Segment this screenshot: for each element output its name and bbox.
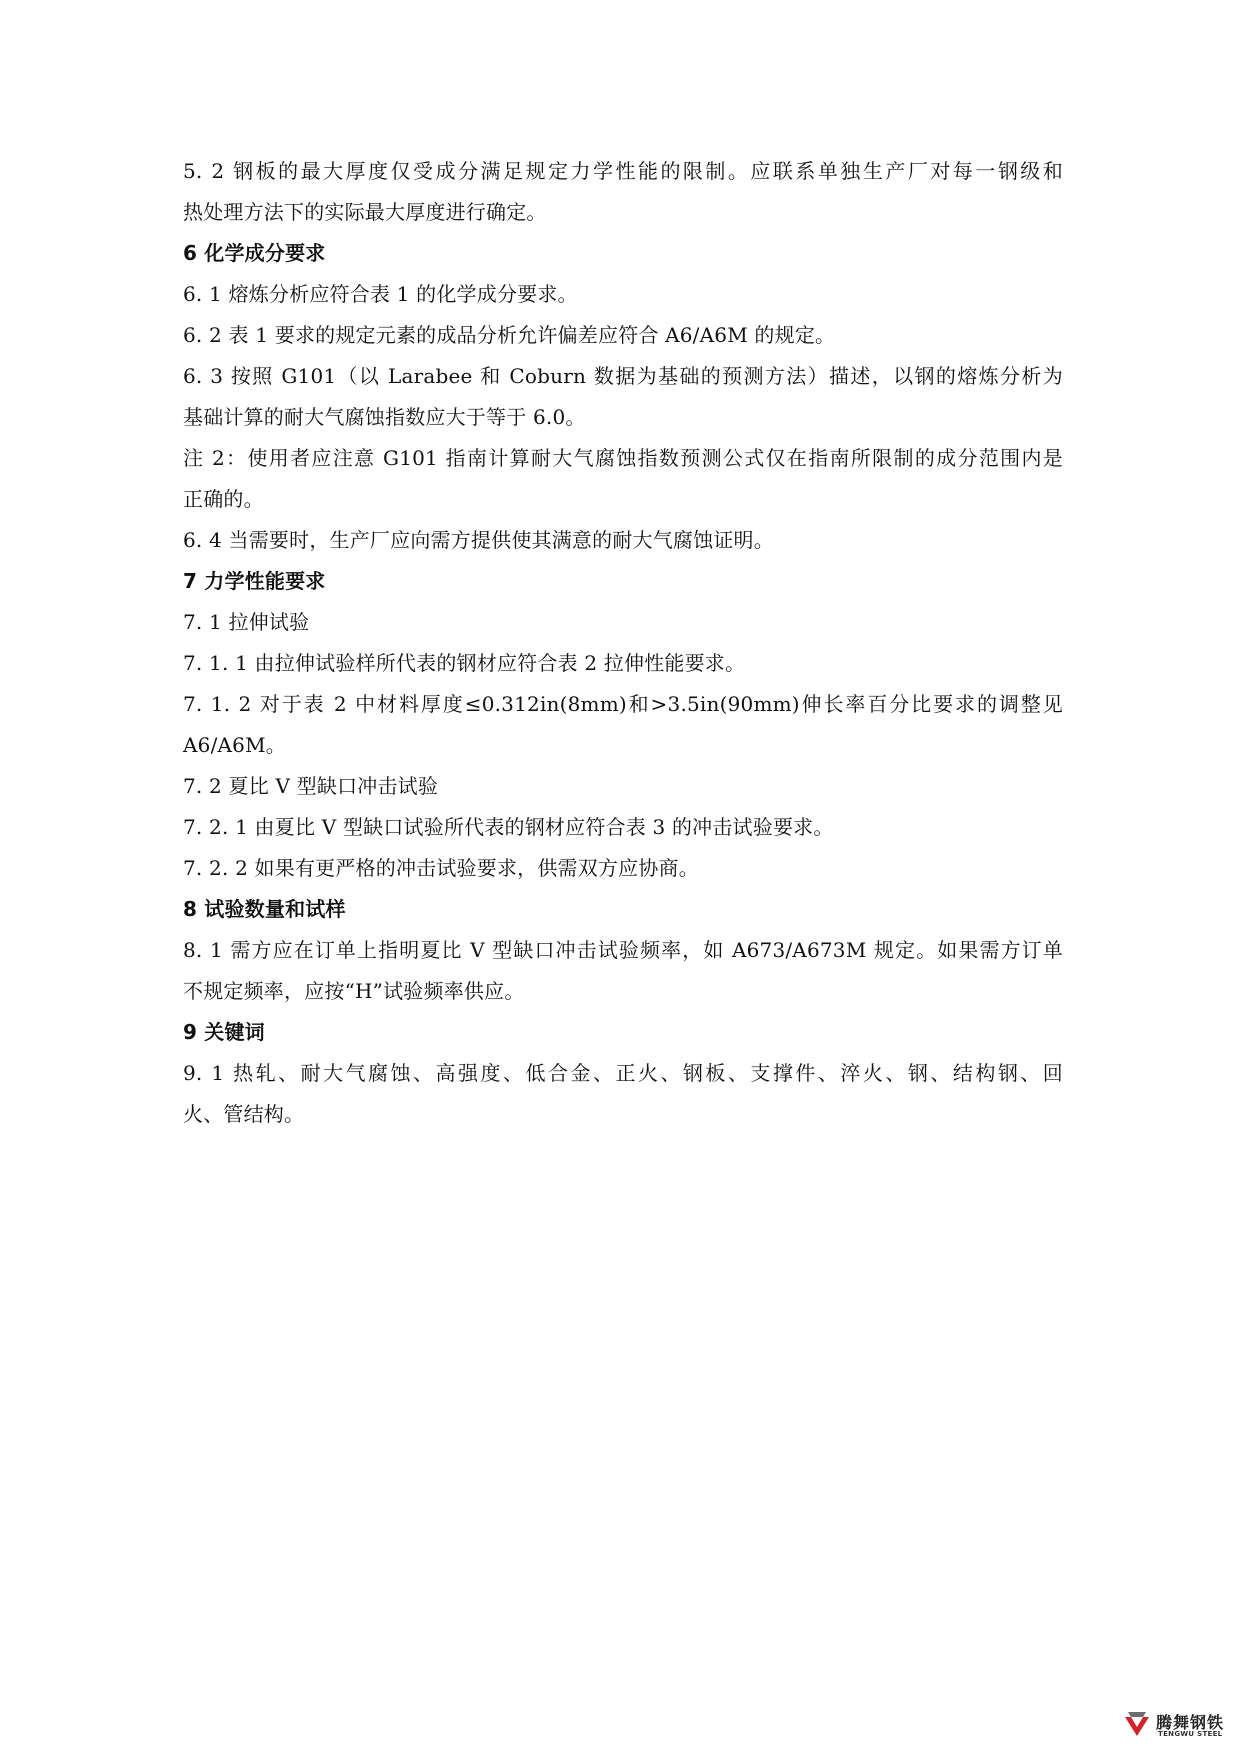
section-7-2-2: 7. 2. 2 如果有更严格的冲击试验要求，供需双方应协商。	[183, 856, 699, 880]
section-9-1-line-2: 火、管结构。	[183, 1102, 305, 1126]
heading-7: 7 力学性能要求	[183, 569, 326, 593]
company-logo	[1122, 1705, 1240, 1745]
section-5-2-line-2: 热处理方法下的实际最大厚度进行确定。	[183, 200, 547, 224]
section-5-2-line-1: 5. 2 钢板的最大厚度仅受成分满足规定力学性能的限制。应联系单独生产厂对每一钢级和	[183, 159, 1063, 183]
section-8-1-line-1: 8. 1 需方应在订单上指明夏比 V 型缺口冲击试验频率，如 A673/A673M 规定。如果需方订单	[183, 938, 1063, 962]
logo-emblem-red-shape	[1125, 1717, 1149, 1736]
note-2-line-2: 正确的。	[183, 487, 264, 511]
logo-name-cn: 腾舞钢铁	[1156, 1713, 1225, 1732]
section-7-1-2-line-2: A6/A6M。	[183, 733, 286, 757]
logo-emblem-icon	[1122, 1709, 1152, 1739]
section-6-2: 6. 2 表 1 要求的规定元素的成品分析允许偏差应符合 A6/A6M 的规定。	[183, 323, 836, 347]
section-7-1-1: 7. 1. 1 由拉伸试验样所代表的钢材应符合表 2 拉伸性能要求。	[183, 651, 746, 675]
note-2-line-1: 注 2：使用者应注意 G101 指南计算耐大气腐蚀指数预测公式仅在指南所限制的成分范围内是	[183, 446, 1063, 470]
heading-8: 8 试验数量和试样	[183, 897, 346, 921]
section-7-2: 7. 2 夏比 V 型缺口冲击试验	[183, 774, 439, 798]
heading-6: 6 化学成分要求	[183, 241, 326, 265]
section-6-3-line-2: 基础计算的耐大气腐蚀指数应大于等于 6.0。	[183, 405, 586, 429]
heading-9: 9 关键词	[183, 1020, 265, 1044]
section-7-1: 7. 1 拉伸试验	[183, 610, 310, 634]
section-6-1: 6. 1 熔炼分析应符合表 1 的化学成分要求。	[183, 282, 578, 306]
section-7-2-1: 7. 2. 1 由夏比 V 型缺口试验所代表的钢材应符合表 3 的冲击试验要求。	[183, 815, 834, 839]
section-9-1-line-1: 9. 1 热轧、耐大气腐蚀、高强度、低合金、正火、钢板、支撑件、淬火、钢、结构钢、回	[183, 1061, 1063, 1085]
logo-name-en: TENGWU STEEL	[1158, 1730, 1223, 1738]
logo-emblem-gray-shape	[1128, 1712, 1146, 1717]
section-7-1-2-line-1: 7. 1. 2 对于表 2 中材料厚度≤0.312in(8mm)和>3.5in(90mm)伸长率百分比要求的调整见	[183, 692, 1063, 716]
section-8-1-line-2: 不规定频率，应按“H”试验频率供应。	[183, 979, 525, 1003]
section-6-3-line-1: 6. 3 按照 G101（以 Larabee 和 Coburn 数据为基础的预测方法）描述，以钢的熔炼分析为	[183, 364, 1063, 388]
section-6-4: 6. 4 当需要时，生产厂应向需方提供使其满意的耐大气腐蚀证明。	[183, 528, 774, 552]
document-body	[183, 161, 1063, 1145]
